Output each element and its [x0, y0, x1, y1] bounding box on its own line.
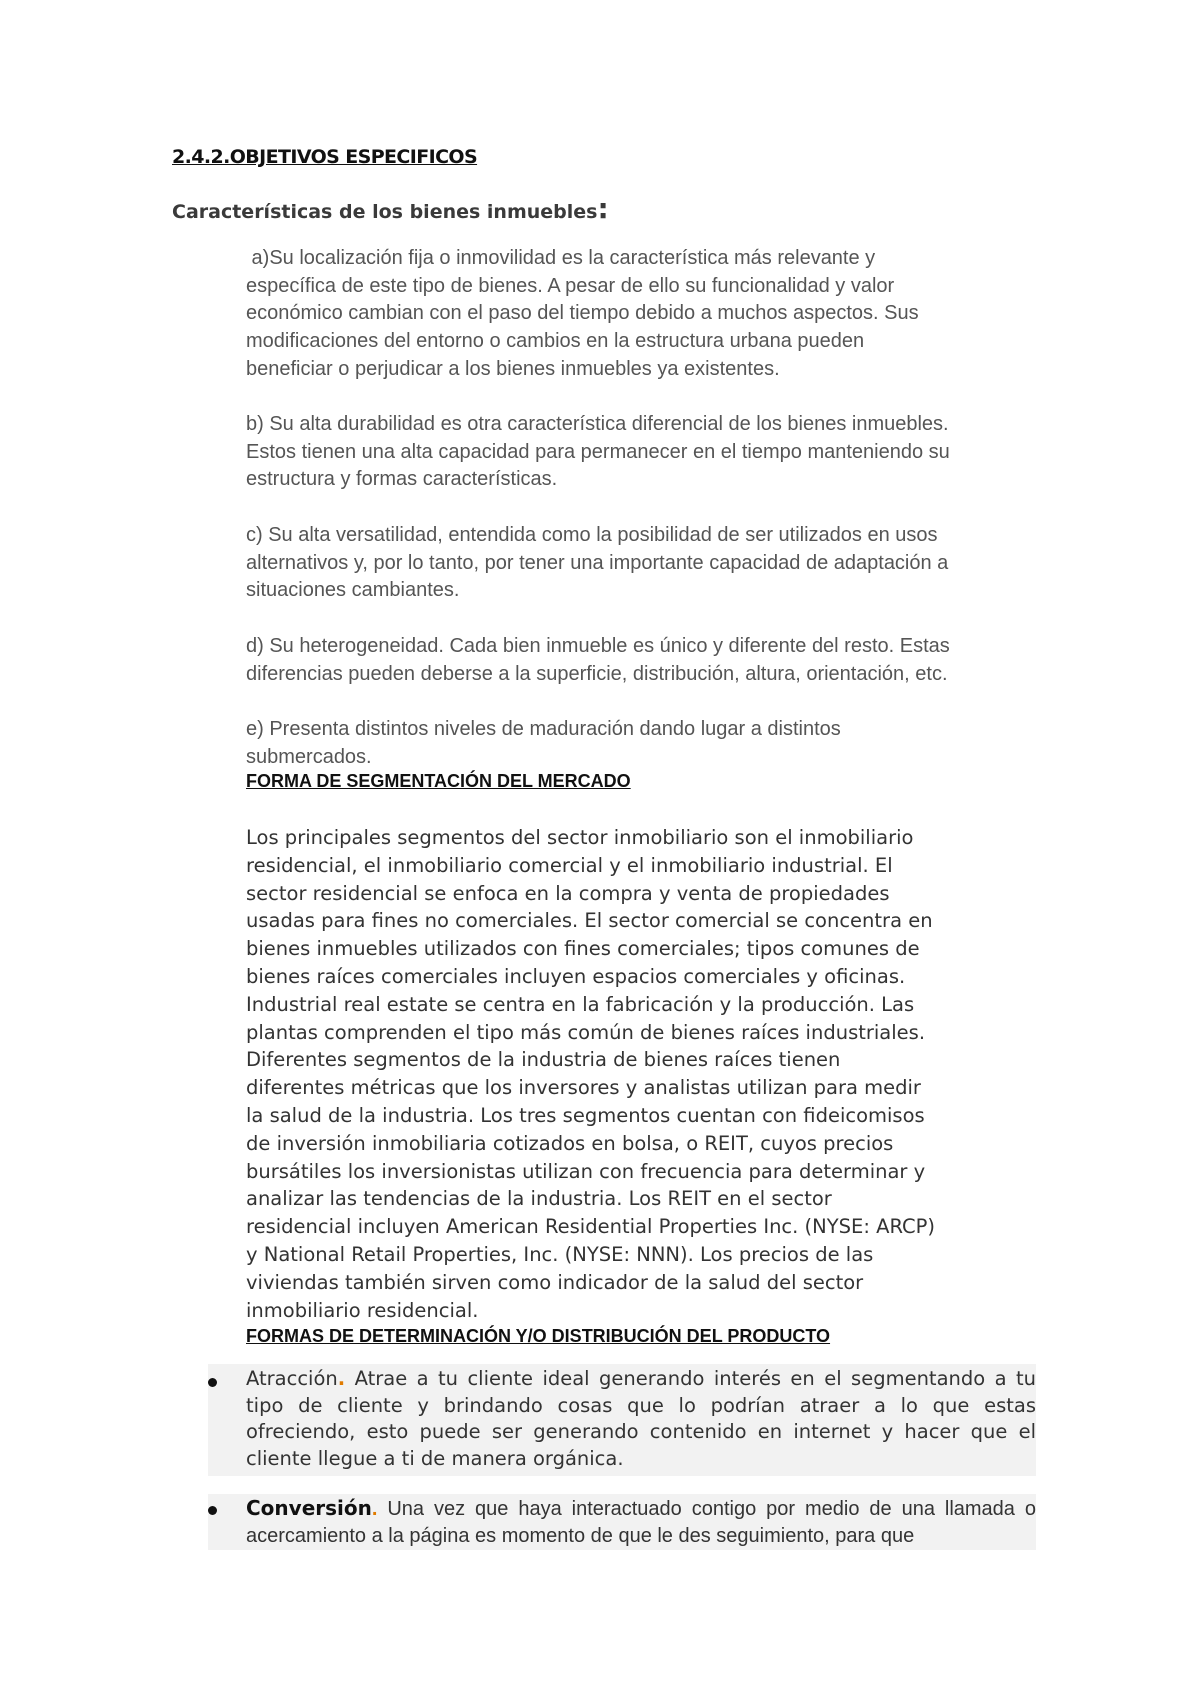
paragraph-line: inmobiliario residencial.: [246, 1298, 479, 1322]
paragraph-line: bienes inmuebles utilizados con fines comerciales; tipos comunes de: [246, 937, 920, 961]
paragraph-line: diferencias pueden deberse a la superficie, distribución, altura, orientación, etc.: [246, 662, 948, 685]
characteristic-paragraph-a: [246, 245, 1046, 384]
segmentation-heading: FORMA DE SEGMENTACIÓN DEL MERCADO: [246, 771, 631, 791]
paragraph-line: y National Retail Properties, Inc. (NYSE: NNN). Los precios de las: [246, 1242, 874, 1266]
bullet-item-conversion: [246, 1495, 1036, 1550]
bullet-term: Conversión: [246, 1496, 372, 1520]
paragraph-line: viviendas también sirven como indicador de la salud del sector: [246, 1270, 864, 1294]
paragraph-line: Industrial real estate se centra en la fabricación y la producción. Las: [246, 992, 915, 1016]
paragraph-line: estructura y formas características.: [246, 468, 558, 491]
paragraph-line: alternativos y, por lo tanto, por tener una importante capacidad de adaptación a: [246, 551, 949, 574]
paragraph-line: situaciones cambiantes.: [246, 579, 460, 602]
characteristic-paragraph-c: [246, 522, 1046, 605]
bullet-term-dot: .: [337, 1367, 346, 1390]
section-heading: 2.4.2.OBJETIVOS ESPECIFICOS: [172, 146, 478, 168]
paragraph-line: usadas para fines no comerciales. El sector comercial se concentra en: [246, 909, 933, 933]
paragraph-line: sector residencial se enfoca en la compra y venta de propiedades: [246, 881, 890, 905]
bullet-icon: [208, 1378, 217, 1387]
bullet-term-dot: .: [371, 1498, 378, 1520]
paragraph-line: d) Su heterogeneidad. Cada bien inmueble es único y diferente del resto. Estas: [246, 635, 950, 657]
paragraph-line: Estos tienen una alta capacidad para permanecer en el tiempo manteniendo su: [246, 440, 950, 463]
characteristics-title-colon: :: [597, 192, 609, 225]
characteristics-title-text: Características de los bienes inmuebles: [172, 201, 598, 223]
paragraph-line: plantas comprenden el tipo más común de bienes raíces industriales.: [246, 1020, 926, 1044]
paragraph-line: residencial incluyen American Residential Properties Inc. (NYSE: ARCP): [246, 1215, 936, 1239]
paragraph-line: residencial, el inmobiliario comercial y el inmobiliario industrial. El: [246, 853, 893, 877]
paragraph-line: analizar las tendencias de la industria. Los REIT en el sector: [246, 1187, 832, 1211]
paragraph-line: beneficiar o perjudicar a los bienes inmuebles ya existentes.: [246, 357, 780, 380]
paragraph-line: Los principales segmentos del sector inmobiliario son el inmobiliario: [246, 826, 914, 849]
paragraph-line: la salud de la industria. Los tres segmentos cuentan con fideicomisos: [246, 1103, 925, 1127]
paragraph-line: específica de este tipo de bienes. A pesar de ello su funcionalidad y valor: [246, 274, 895, 297]
bullet-text: Una vez que haya interactuado contigo por medio de una llamada o acercamiento a la página es momento de que le des seguimiento, para que: [246, 1498, 1036, 1547]
bullet-icon: [208, 1506, 217, 1515]
paragraph-line: submercados.: [246, 745, 372, 768]
paragraph-line: bursátiles los inversionistas utilizan con frecuencia para determinar y: [246, 1159, 926, 1183]
paragraph-line: c) Su alta versatilidad, entendida como la posibilidad de ser utilizados en usos: [246, 524, 938, 546]
paragraph-line: modificaciones del entorno o cambios en la estructura urbana pueden: [246, 330, 865, 353]
paragraph-line: económico cambian con el paso del tiempo debido a muchos aspectos. Sus: [246, 302, 919, 325]
bullet-item-atraccion: [246, 1366, 1036, 1472]
characteristic-paragraph-b: [246, 411, 1046, 494]
bullet-text: Atrae a tu cliente ideal generando interés en el segmentando a tu tipo de cliente y brindando cosas que lo podrían atraer a lo que estas ofreciendo, esto puede ser generando contenido en internet y hacer que el cliente llegue a ti de manera orgánica.: [246, 1367, 1036, 1470]
characteristic-paragraph-e: [246, 716, 1046, 771]
segmentation-paragraph: [246, 824, 1046, 1324]
paragraph-line: bienes raíces comerciales incluyen espacios comerciales y oficinas.: [246, 964, 906, 988]
characteristic-paragraph-d: [246, 633, 1046, 688]
distribution-heading: FORMAS DE DETERMINACIÓN Y/O DISTRIBUCIÓN DEL PRODUCTO: [246, 1326, 831, 1346]
paragraph-line: diferentes métricas que los inversores y analistas utilizan para medir: [246, 1076, 921, 1100]
paragraph-line: de inversión inmobiliaria cotizados en bolsa, o REIT, cuyos precios: [246, 1131, 894, 1155]
paragraph-line: a)Su localización fija o inmovilidad es la característica más relevante y: [246, 247, 876, 269]
bullet-term: Atracción: [246, 1367, 338, 1390]
paragraph-line: Diferentes segmentos de la industria de bienes raíces tienen: [246, 1048, 841, 1072]
paragraph-line: e) Presenta distintos niveles de maduración dando lugar a distintos: [246, 718, 841, 740]
characteristics-title: [172, 192, 609, 225]
paragraph-line: b) Su alta durabilidad es otra característica diferencial de los bienes inmuebles.: [246, 413, 949, 435]
